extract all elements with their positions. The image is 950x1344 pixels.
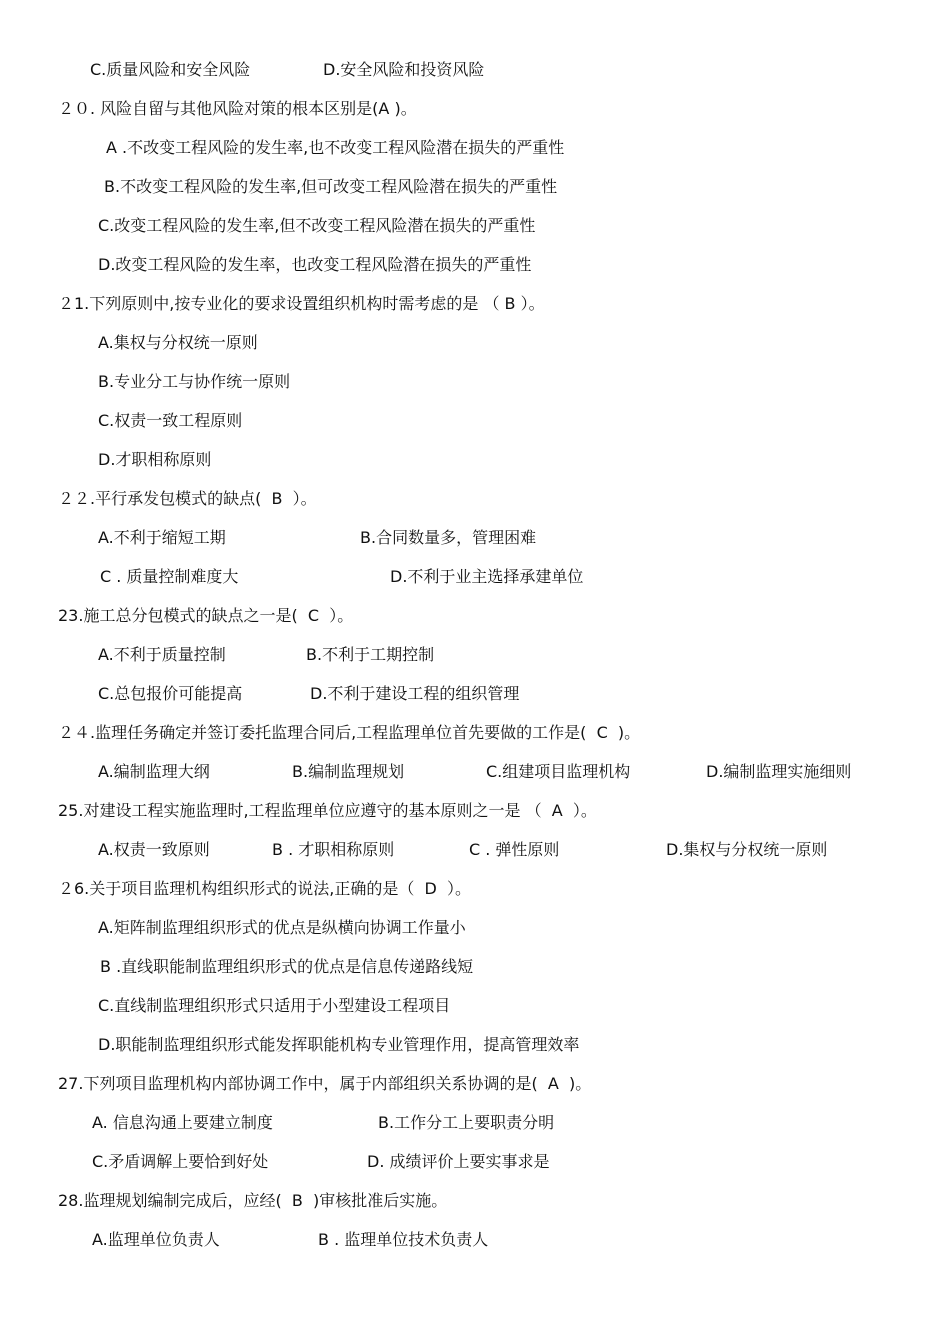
question-26: ２6.关于项目监理机构组织形式的说法,正确的是（ D ）。 bbox=[58, 879, 472, 898]
option-d: D.不利于建设工程的组织管理 bbox=[310, 684, 520, 703]
option-b: B.工作分工上要职责分明 bbox=[378, 1113, 555, 1132]
option-c: C.直线制监理组织形式只适用于小型建设工程项目 bbox=[98, 996, 451, 1015]
option-b: B.合同数量多，管理困难 bbox=[360, 528, 537, 547]
option-c: C . 质量控制难度大 bbox=[100, 567, 239, 586]
question-28: 28.监理规划编制完成后，应经( B )审核批准后实施。 bbox=[58, 1191, 448, 1210]
option-a: A.不利于缩短工期 bbox=[98, 528, 226, 547]
option-b: B.不利于工期控制 bbox=[306, 645, 435, 664]
question-22: ２２.平行承发包模式的缺点( B ）。 bbox=[58, 489, 317, 508]
option-d: D.集权与分权统一原则 bbox=[666, 840, 828, 859]
option-a: A.集权与分权统一原则 bbox=[98, 333, 258, 352]
text-line: D.安全风险和投资风险 bbox=[323, 60, 485, 79]
option-d: D. 成绩评价上要实事求是 bbox=[367, 1152, 550, 1171]
option-a: A.权责一致原则 bbox=[98, 840, 210, 859]
option-d: D.职能制监理组织形式能发挥职能机构专业管理作用，提高管理效率 bbox=[98, 1035, 580, 1054]
option-d: D.改变工程风险的发生率，也改变工程风险潜在损失的严重性 bbox=[98, 255, 532, 274]
question-21: ２1.下列原则中,按专业化的要求设置组织机构时需考虑的是 （ B ）。 bbox=[58, 294, 545, 313]
option-d: D.编制监理实施细则 bbox=[706, 762, 852, 781]
option-a: A.矩阵制监理组织形式的优点是纵横向协调工作量小 bbox=[98, 918, 466, 937]
question-24: ２４.监理任务确定并签订委托监理合同后,工程监理单位首先要做的工作是( C )。 bbox=[58, 723, 641, 742]
option-b: B.专业分工与协作统一原则 bbox=[98, 372, 291, 391]
question-23: 23.施工总分包模式的缺点之一是( C ）。 bbox=[58, 606, 354, 625]
question-27: 27.下列项目监理机构内部协调工作中，属于内部组织关系协调的是( A )。 bbox=[58, 1074, 592, 1093]
option-a: A. 信息沟通上要建立制度 bbox=[92, 1113, 273, 1132]
option-d: D.不利于业主选择承建单位 bbox=[390, 567, 584, 586]
option-d: D.才职相称原则 bbox=[98, 450, 212, 469]
option-c: C.改变工程风险的发生率,但不改变工程风险潜在损失的严重性 bbox=[98, 216, 536, 235]
option-b: B .直线职能制监理组织形式的优点是信息传递路线短 bbox=[100, 957, 474, 976]
option-b: B.编制监理规划 bbox=[292, 762, 405, 781]
option-a: A.编制监理大纲 bbox=[98, 762, 210, 781]
option-c: C . 弹性原则 bbox=[469, 840, 560, 859]
option-a: A.监理单位负责人 bbox=[92, 1230, 220, 1249]
option-a: A .不改变工程风险的发生率,也不改变工程风险潜在损失的严重性 bbox=[106, 138, 565, 157]
question-25: 25.对建设工程实施监理时,工程监理单位应遵守的基本原则之一是 （ A ）。 bbox=[58, 801, 597, 820]
text-line: C.质量风险和安全风险 bbox=[90, 60, 251, 79]
option-a: A.不利于质量控制 bbox=[98, 645, 226, 664]
option-b: B.不改变工程风险的发生率,但可改变工程风险潜在损失的严重性 bbox=[104, 177, 558, 196]
option-c: C.权责一致工程原则 bbox=[98, 411, 243, 430]
option-c: C.组建项目监理机构 bbox=[486, 762, 631, 781]
question-20: ２０. 风险自留与其他风险对策的根本区别是(A )。 bbox=[58, 99, 417, 118]
option-b: B . 才职相称原则 bbox=[272, 840, 395, 859]
option-c: C.总包报价可能提高 bbox=[98, 684, 243, 703]
option-c: C.矛盾调解上要恰到好处 bbox=[92, 1152, 269, 1171]
option-b: B . 监理单位技术负责人 bbox=[318, 1230, 489, 1249]
